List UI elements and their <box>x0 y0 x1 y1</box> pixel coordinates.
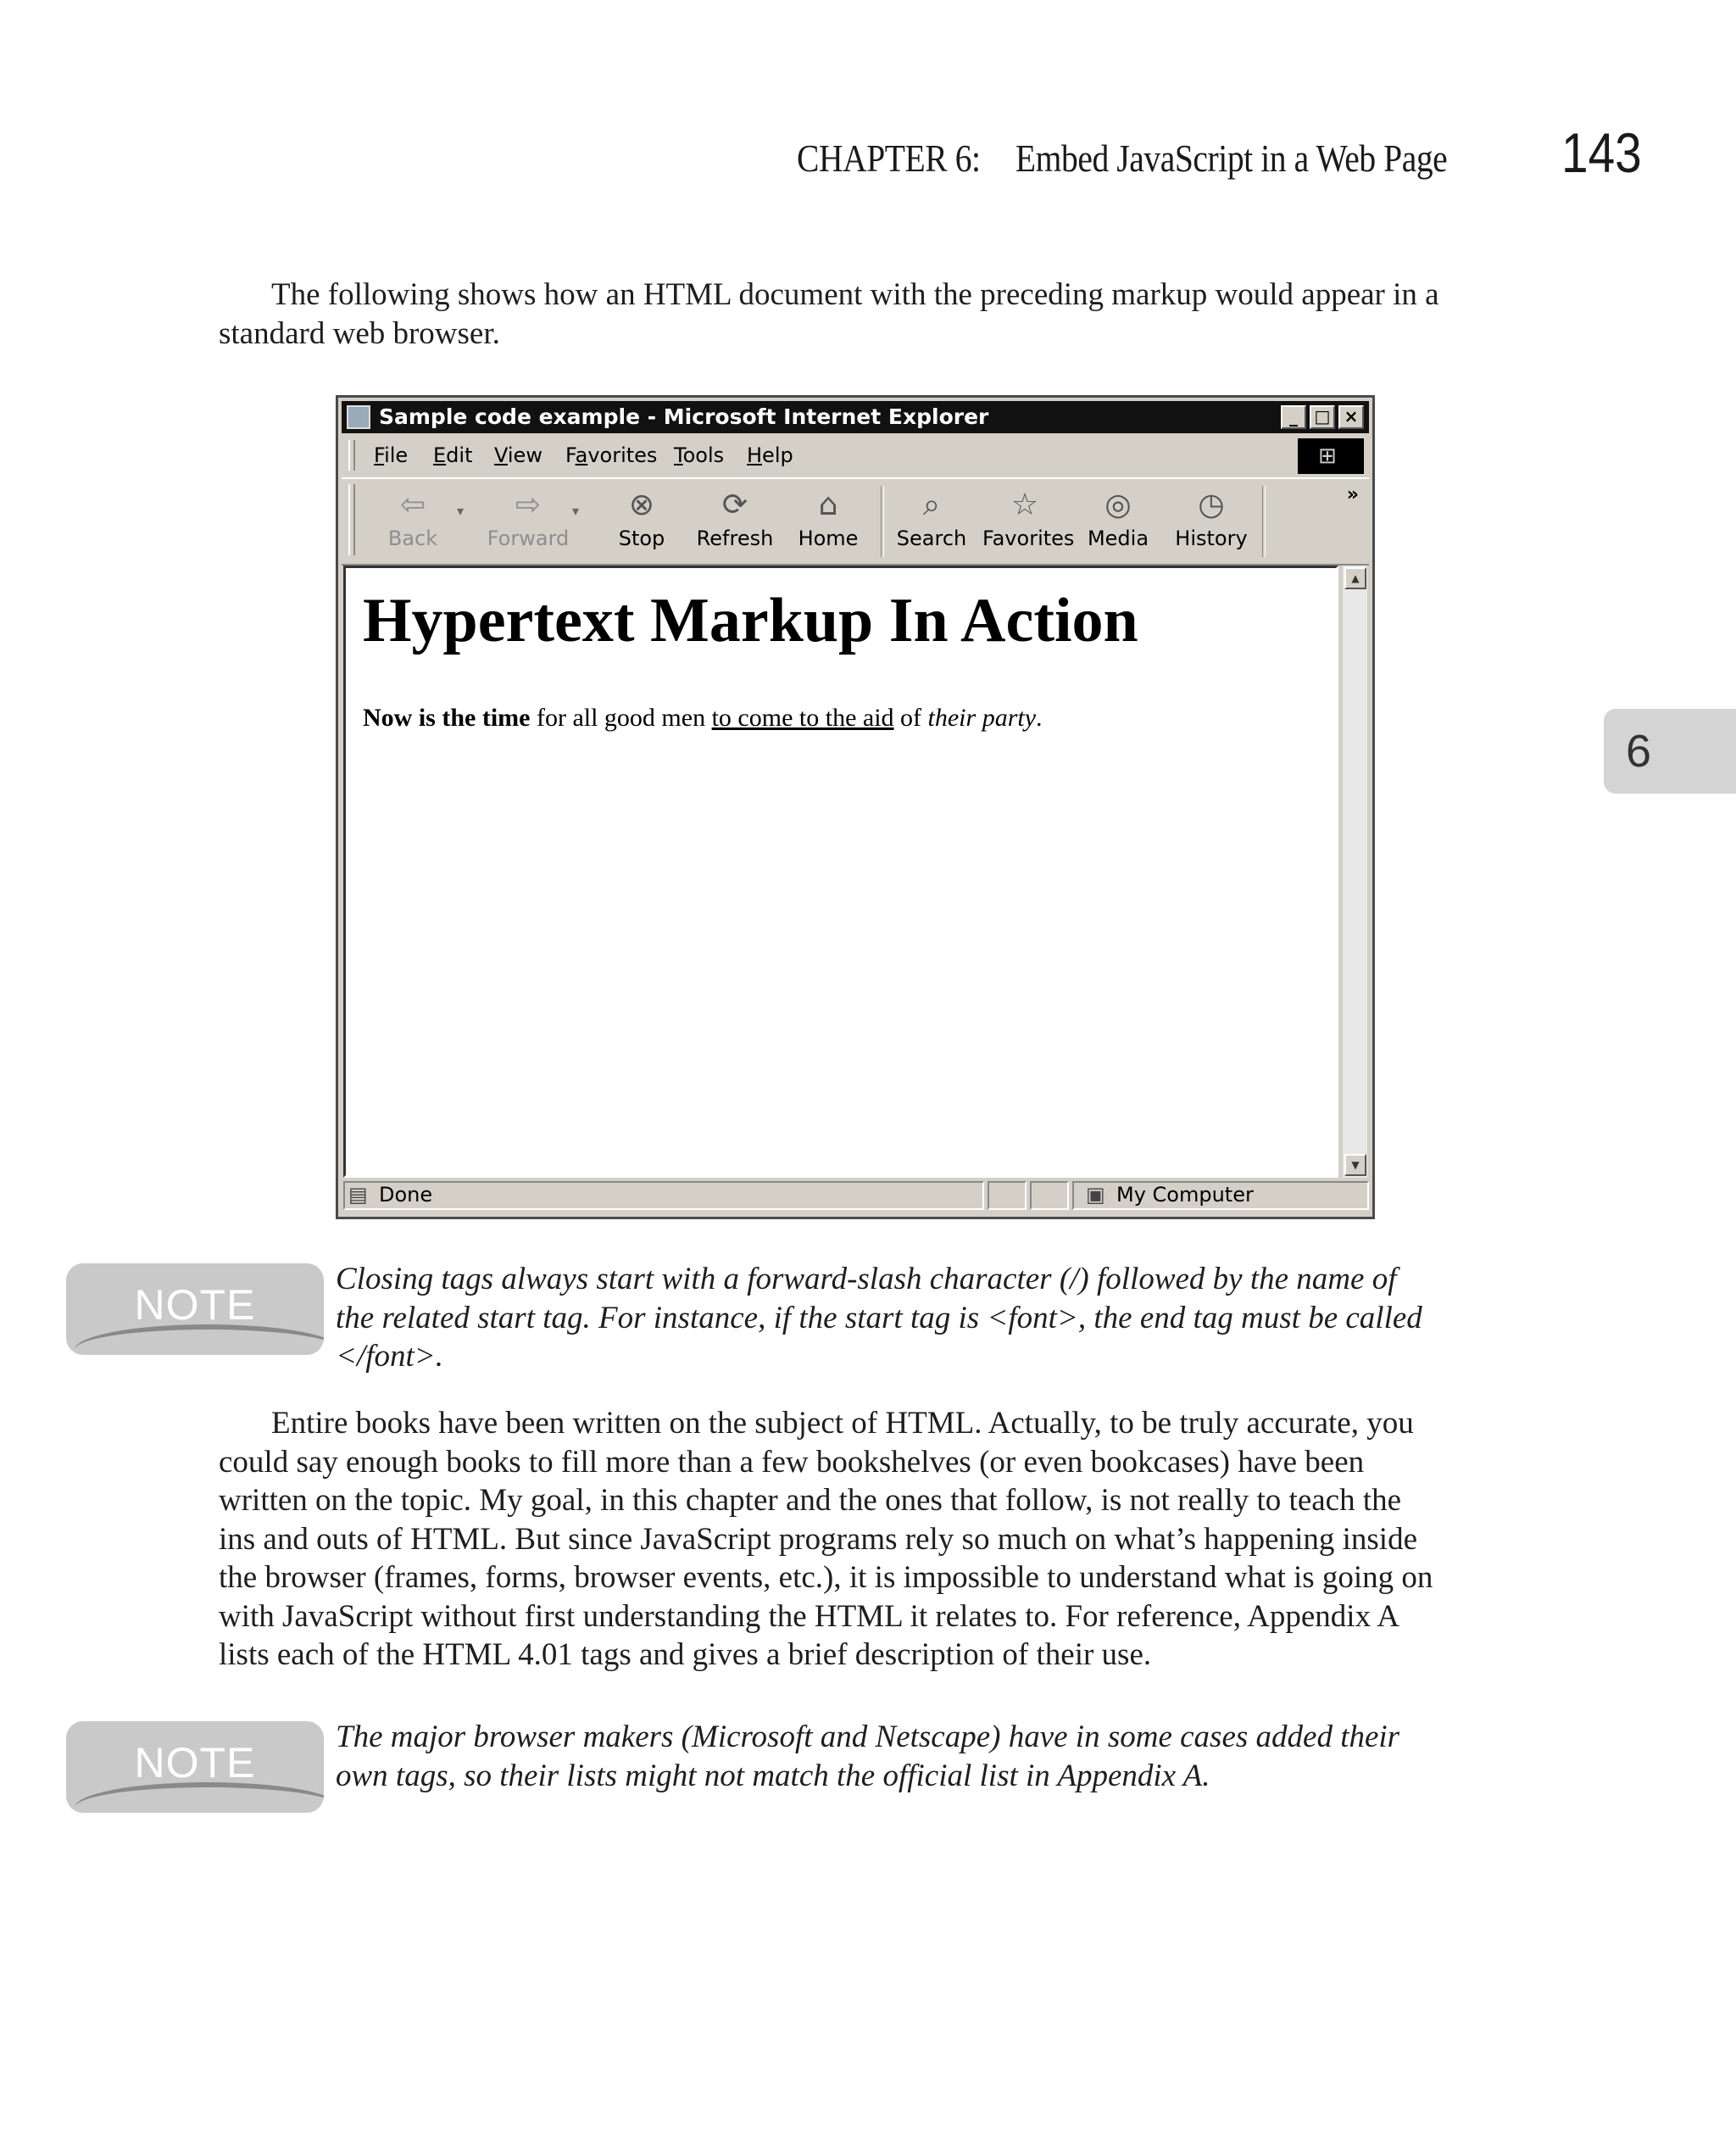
media-button[interactable]: ◎ Media <box>1076 484 1160 550</box>
maximize-icon[interactable]: □ <box>1310 405 1335 429</box>
underlined-link[interactable]: to come to the aid <box>711 704 894 732</box>
forward-arrow-icon: ⇨ <box>515 488 542 522</box>
windows-logo-icon: ⊞ <box>1298 438 1364 474</box>
history-icon: ◷ <box>1198 488 1225 522</box>
close-icon[interactable]: × <box>1338 405 1364 429</box>
computer-icon: ▣ <box>1086 1183 1105 1207</box>
intro-paragraph <box>219 276 1490 353</box>
page-number: 143 <box>1561 121 1642 184</box>
toolbar-overflow-chevron-icon[interactable]: » <box>1346 484 1359 505</box>
scroll-up-icon[interactable]: ▲ <box>1344 567 1366 589</box>
note-badge: NOTE <box>66 1263 324 1355</box>
stop-button[interactable]: ⊗ Stop <box>599 484 684 550</box>
favorites-button[interactable]: ☆ Favorites <box>982 484 1067 550</box>
note-badge: NOTE <box>66 1721 324 1813</box>
search-icon: ⌕ <box>922 488 941 522</box>
status-pane <box>343 1181 984 1210</box>
page-heading: Hypertext Markup In Action <box>363 586 1138 655</box>
refresh-button[interactable]: ⟳ Refresh <box>693 484 777 550</box>
page-body-text: Now is the time for all good men to come to the aid of their party. <box>363 704 1043 732</box>
menu-help[interactable]: Help <box>747 443 793 467</box>
chapter-title: Embed JavaScript in a Web Page <box>1015 137 1448 180</box>
refresh-icon: ⟳ <box>721 488 748 522</box>
menu-grip <box>348 440 355 471</box>
menu-favorites[interactable]: Favorites <box>565 443 658 467</box>
forward-button[interactable]: ⇨ Forward <box>486 484 570 550</box>
status-pane <box>1030 1181 1069 1210</box>
intro-line: standard web browser. <box>219 315 500 351</box>
note-text: The major browser makers (Microsoft and Netscape) have in some cases added their own tags, so their lists might not match the official list in Appendix A. <box>336 1720 1400 1793</box>
page-icon: ▤ <box>348 1183 368 1207</box>
back-arrow-icon: ⇦ <box>399 488 426 522</box>
vertical-scrollbar[interactable] <box>1342 566 1367 1178</box>
chapter-label: CHAPTER 6: <box>797 137 981 180</box>
intro-line: The following shows how an HTML document with the preceding markup would appear in a <box>271 277 1439 312</box>
home-button[interactable]: ⌂ Home <box>786 484 871 550</box>
ie-icon <box>347 405 370 429</box>
title-bar <box>342 401 1369 433</box>
browser-window <box>336 395 1375 1219</box>
back-dropdown-icon[interactable]: ▾ <box>457 503 465 519</box>
menu-tools[interactable]: Tools <box>674 443 725 467</box>
home-icon: ⌂ <box>818 488 838 522</box>
toolbar-grip <box>348 484 355 555</box>
toolbar-separator <box>1262 486 1266 557</box>
favorites-icon: ☆ <box>1010 488 1039 522</box>
search-button[interactable]: ⌕ Search <box>889 484 974 550</box>
status-bar <box>342 1179 1369 1213</box>
security-zone: My Computer <box>1116 1183 1254 1207</box>
media-icon: ◎ <box>1104 488 1132 522</box>
menu-view[interactable]: View <box>494 443 542 467</box>
status-text: Done <box>379 1183 433 1207</box>
window-title: Sample code example - Microsoft Internet Explorer <box>379 404 989 429</box>
status-pane <box>988 1181 1027 1210</box>
page-content-area <box>343 566 1338 1178</box>
italic-text: their party <box>927 704 1037 732</box>
note-text: Closing tags always start with a forward-slash character (/) followed by the name of the related start tag. For instance, if the start tag is <font>, the end tag must be called </font>. <box>336 1262 1422 1374</box>
scroll-down-icon[interactable]: ▼ <box>1344 1154 1366 1176</box>
menu-edit[interactable]: Edit <box>433 443 473 467</box>
stop-icon: ⊗ <box>628 488 655 522</box>
chapter-tab-marker: 6 <box>1604 709 1736 794</box>
running-header <box>797 136 1448 181</box>
menu-file[interactable]: File <box>374 443 409 467</box>
standard-toolbar <box>342 477 1369 566</box>
bold-text: Now is the time <box>363 704 531 732</box>
history-button[interactable]: ◷ History <box>1169 484 1254 550</box>
minimize-icon[interactable]: _ <box>1281 405 1306 429</box>
menu-bar <box>342 437 1369 474</box>
back-button[interactable]: ⇦ Back <box>370 484 455 550</box>
forward-dropdown-icon[interactable]: ▾ <box>572 503 580 519</box>
body-paragraph: Entire books have been written on the subject of HTML. Actually, to be truly accurate, you could say enough books to fill more than a few bookshelves (or even bookcases) have been written on the topic. My goal, in this chapter and the ones that follow, is not really to teach the ins and outs of HTML. But since JavaScript programs rely so much on what’s happening inside the browser (frames, forms, browser events, etc.), it is impossible to understand what is going on with JavaScript without first understanding the HTML it relates to. For reference, Appendix A lists each of the HTML 4.01 tags and gives a brief description of their use. <box>219 1406 1433 1672</box>
toolbar-separator <box>881 486 884 557</box>
